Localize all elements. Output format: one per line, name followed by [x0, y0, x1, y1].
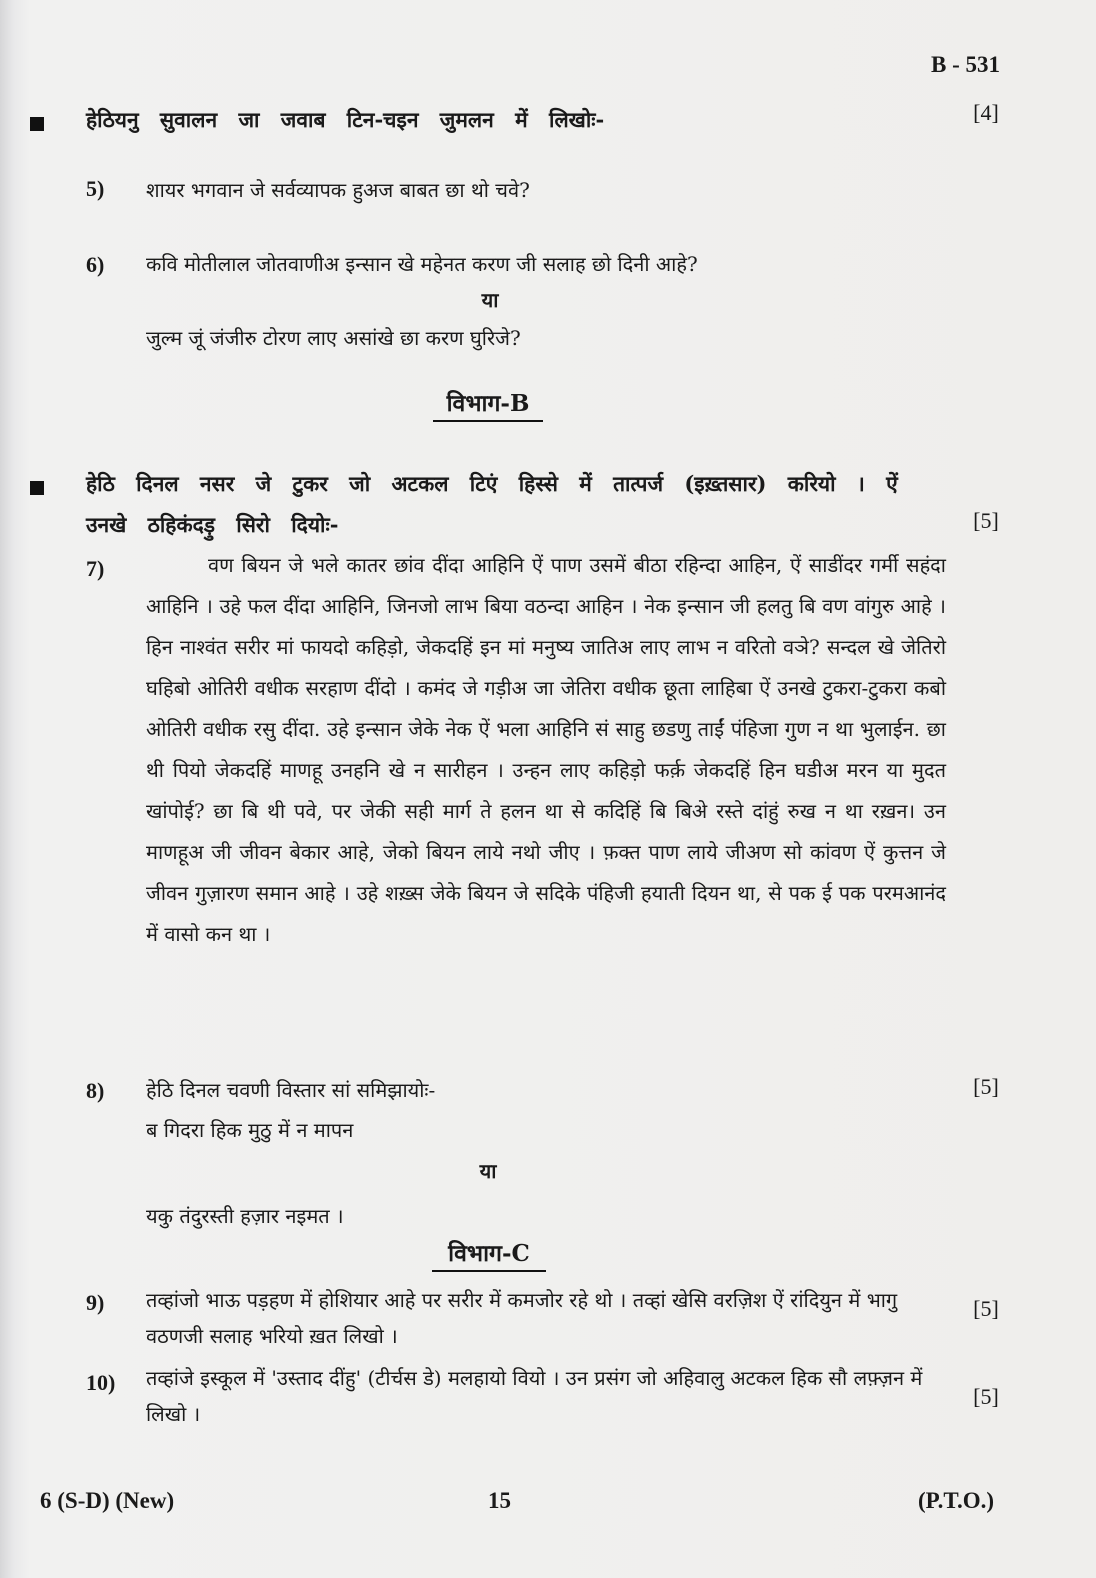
question-6: कवि मोतीलाल जोतवाणीअ इन्सान खे महेनत करण जी सलाह छो दिनी आहे? — [146, 252, 698, 276]
question-number-5: 5) — [86, 176, 105, 201]
question-9: तव्हांजो भाऊ पड़हण में होशियार आहे पर सरीर में कमजोर रहे थो । तव्हां खेसि वरज़िश ऐं रांदियुन में भागु वठणजी सलाह भरियो ख़त लिखो । — [146, 1288, 898, 1348]
question-number-9: 9) — [86, 1290, 105, 1315]
question-number-7: 7) — [86, 556, 105, 581]
or-6: या — [481, 288, 499, 312]
instruction-a: हेठियनु सुवालन जा जवाब टिन-चइन जुमलन में लिखोः- — [86, 107, 605, 132]
bullet-icon — [30, 117, 44, 131]
question-10: तव्हांजे इस्कूल में 'उस्ताद दींहु' (टीर्चस डे) मलहायो वियो । उन प्रसंग जो अहिवालु अटकल हिक सौ लफ़्ज़न में लिखो । — [146, 1366, 923, 1426]
section-b-title: विभाग-B — [433, 386, 543, 422]
bullet-icon — [30, 481, 44, 495]
question-8: हेठि दिनल चवणी विस्तार सां समिझायोः- — [146, 1078, 436, 1102]
question-5: शायर भगवान जे सर्वव्यापक हुअज बाबत छा थो चवे? — [146, 178, 530, 202]
marks-a: [4] — [973, 100, 999, 125]
section-c-title: विभाग-C — [432, 1236, 546, 1272]
paper-code: B - 531 — [931, 52, 1000, 77]
marks-8: [5] — [973, 1074, 999, 1099]
or-8: या — [479, 1159, 497, 1183]
question-number-8: 8) — [86, 1078, 105, 1103]
footer-pto: (P.T.O.) — [918, 1488, 995, 1513]
marks-9: [5] — [973, 1296, 999, 1321]
marks-b: [5] — [973, 508, 999, 533]
proverb-2: यकु तंदुरस्ती हज़ार नइमत । — [146, 1204, 344, 1228]
question-number-6: 6) — [86, 252, 105, 277]
footer-left: 6 (S-D) (New) — [40, 1488, 175, 1513]
passage-7: वण बियन जे भले कातर छांव दींदा आहिनि ऐं पाण उसमें बीठा रहिन्दा आहिन, ऐं साडींदर गर्मी सहंदा आहिनि । उहे फल दींदा आहिनि, जिनजो लाभ बिया वठन्दा आहिन । नेक इन्सान जी हलतु बि वण वांगुरु आहे । हिन नाश्वंत सरीर मां फायदो कहिड़ो, जेकदहिं इन मां मनुष्य जातिअ लाए लाभ न वरितो वञे? सन्दल खे जेतिरो घहिबो ओतिरी वधीक सरहाण दींदो । कमंद जे गड़ीअ जा जेतिरा वधीक छूता लाहिबा ऐं उनखे टुकरा-टुकरा कबो ओतिरी वधीक रसु दींदा. उहे इन्सान जेके नेक ऐं भला आहिनि सं साहु छडणु ताईं पंहिजा गुण न था भुलाईन. छा थी पियो जेकदहिं माणहू उनहनि खे न सारीहन । उन्हन लाए कहिड़ो फर्क़ जेकदहिं हिन घडीअ मरन या मुदत खांपोई? छा बि थी पवे, पर जेकी सही मार्ग ते हलन था से कदिहिं बि बिअे रस्ते दांहुं रुख न था रख़न। उन माणहूअ जी जीवन बेकार आहे, जेको बियन लाये नथो जीए । फ़क्त पाण लाये जीअण सो कांवण ऐं कुत्तन जे जीवन गुज़ारण समान आहे । उहे शख़्स जेके बियन जे सदिके पंहिजी हयाती दियन था, से पक ई पक परमआनंद में वासो कन था । — [146, 553, 946, 946]
question-number-10: 10) — [86, 1370, 116, 1395]
proverb-1: ब गिदरा हिक मुठु में न मापन — [146, 1118, 354, 1142]
page-number: 15 — [488, 1488, 511, 1513]
instruction-b-line2: उनखे ठहिकंदड़ु सिरो दियोः- — [86, 512, 339, 537]
marks-10: [5] — [973, 1384, 999, 1409]
question-6-alt: जुल्म जूं जंजीरु टोरण लाए असांखे छा करण घुरिजे? — [146, 326, 521, 350]
instruction-b-line1: हेठि दिनल नसर जे टुकर जो अटकल टिएं हिस्से में तात्पर्ज (इख़्तसार) करियो । ऐं — [86, 471, 898, 496]
